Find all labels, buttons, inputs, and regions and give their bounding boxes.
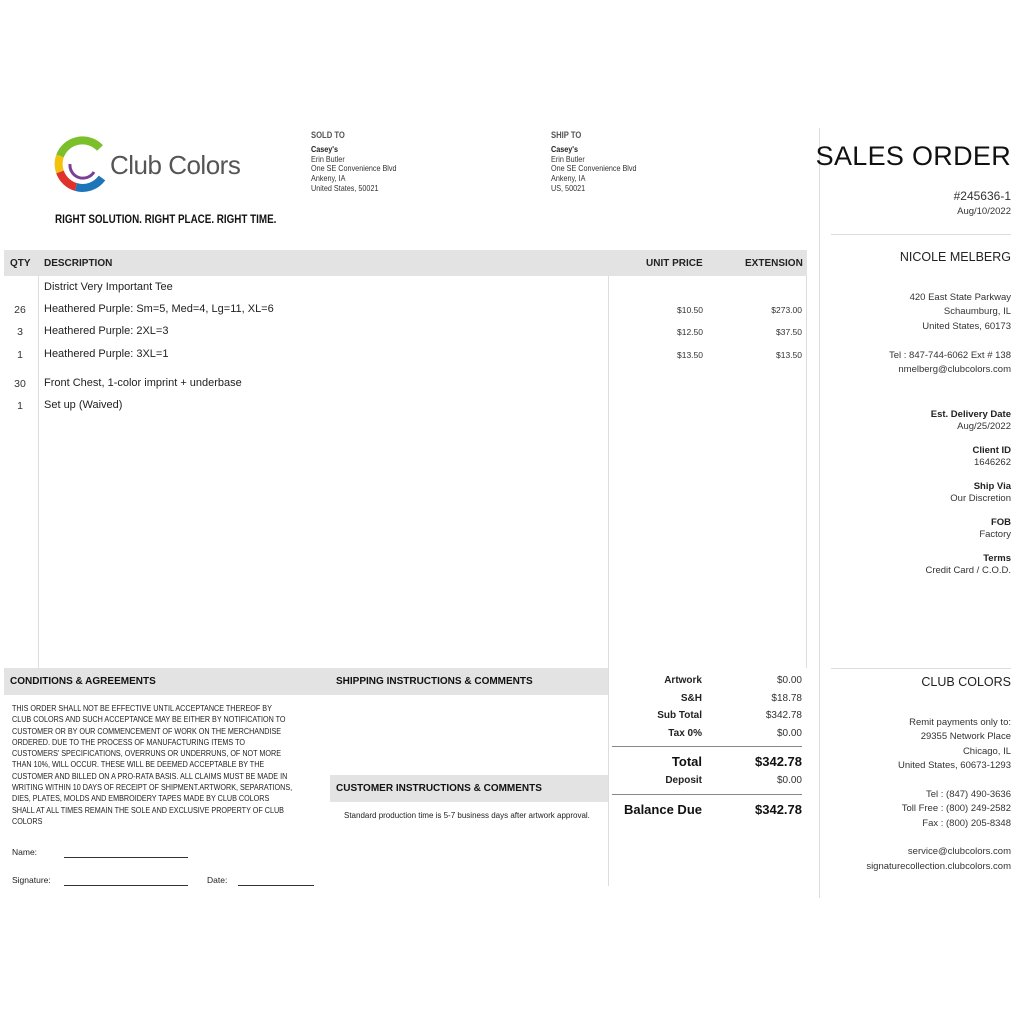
table-row-extension: $273.00 xyxy=(771,305,802,315)
fob-value: Factory xyxy=(979,529,1011,540)
table-row-qty: 3 xyxy=(17,326,23,338)
delivery-date-label: Est. Delivery Date xyxy=(930,409,1011,420)
sold-to-line: One SE Convenience Blvd xyxy=(311,163,397,174)
subtotal-label: Sub Total xyxy=(657,710,702,721)
table-right-border xyxy=(806,276,807,668)
table-row-qty: 30 xyxy=(14,378,26,390)
table-row-qty: 1 xyxy=(17,400,23,412)
subtotal-value: $342.78 xyxy=(765,710,802,721)
table-row-description: Heathered Purple: 2XL=3 xyxy=(44,325,169,337)
date-signature-line[interactable] xyxy=(238,885,314,886)
company-tagline: RIGHT SOLUTION. RIGHT PLACE. RIGHT TIME. xyxy=(55,212,277,226)
table-row-description: Set up (Waived) xyxy=(44,399,123,411)
total-label: Total xyxy=(671,754,702,769)
terms-value: Credit Card / C.O.D. xyxy=(925,565,1011,576)
right-divider-1 xyxy=(831,234,1011,235)
rep-address-line: United States, 60173 xyxy=(922,321,1011,332)
rep-phone: Tel : 847-744-6062 Ext # 138 xyxy=(888,350,1011,361)
table-row-extension: $13.50 xyxy=(776,350,802,360)
signature-label: Signature: xyxy=(12,875,51,885)
sold-to-line: United States, 50021 xyxy=(311,182,379,193)
tax-label: Tax 0% xyxy=(668,728,702,739)
deposit-value: $0.00 xyxy=(776,775,802,786)
page-title: SALES ORDER xyxy=(815,141,1011,171)
artwork-label: Artwork xyxy=(664,675,702,686)
name-label: Name: xyxy=(12,847,38,857)
total-value: $342.78 xyxy=(755,754,802,769)
table-row-description: Heathered Purple: Sm=5, Med=4, Lg=11, XL=6 xyxy=(44,303,274,315)
rep-email[interactable]: nmelberg@clubcolors.com xyxy=(898,364,1011,375)
delivery-date-value: Aug/25/2022 xyxy=(957,421,1011,432)
remit-email[interactable]: service@clubcolors.com xyxy=(907,846,1011,857)
name-signature-line[interactable] xyxy=(64,857,188,858)
ship-to-line: Ankeny, IA xyxy=(551,173,586,184)
company-logo xyxy=(54,136,244,196)
table-row-qty: 26 xyxy=(14,304,26,316)
table-row-unit-price: $13.50 xyxy=(677,350,703,360)
sh-value: $18.78 xyxy=(771,693,802,704)
table-row-description: Front Chest, 1-color imprint + underbase xyxy=(44,377,242,389)
remit-line: Chicago, IL xyxy=(962,746,1011,757)
ship-to-block xyxy=(551,131,637,194)
rep-address-line: Schaumburg, IL xyxy=(943,306,1011,317)
ship-to-title: SHIP TO xyxy=(551,130,582,140)
order-date: Aug/10/2022 xyxy=(957,206,1011,217)
sold-to-block xyxy=(311,131,397,194)
description-header: DESCRIPTION xyxy=(44,258,113,269)
remit-line: 29355 Network Place xyxy=(920,731,1011,742)
extension-header: EXTENSION xyxy=(745,258,803,269)
order-number: #245636-1 xyxy=(953,189,1011,203)
sold-to-line: Ankeny, IA xyxy=(311,173,346,184)
qty-column-divider xyxy=(38,276,39,668)
remit-line: Remit payments only to: xyxy=(909,717,1011,728)
ship-to-line: US, 50021 xyxy=(551,182,586,193)
rep-address-line: 420 East State Parkway xyxy=(909,292,1011,303)
conditions-text: THIS ORDER SHALL NOT BE EFFECTIVE UNTIL ACCEPTANCE THEREOF BY CLUB COLORS AND SUCH ACCEPTANCE MAY BE EITHER BY NOTIFICATION TO CUSTOMER OR BY OUR COMMENCEMENT OF WORK ON THE MERCHANDISE ORDERED. DUE TO THE PROCESS OF MANUFACTURING ITEMS TO CUSTOMERS' SPECIFICATIONS, OVERRUNS OR UNDERRUNS, OF NOT MORE THAN 10%, WILL OCCUR. THESE WILL BE DEEMED ACCEPTABLE BY THE CUSTOMER AND BILLED ON A PRO-RATA BASIS. ALL CLAIMS MUST BE MADE IN WRITING WITHIN 10 DAYS OF RECEIPT OF SHIPMENT.ARTWORK, SEPARATIONS, DIES, PLATES, MOLDS AND EMBROIDERY TAPES MADE BY CLUB COLORS SHALL AT ALL TIMES REMAIN THE SOLE AND EXCLUSIVE PROPERTY OF CLUB COLORS xyxy=(12,704,293,826)
ship-via-value: Our Discretion xyxy=(950,493,1011,504)
balance-due-label: Balance Due xyxy=(623,802,702,817)
club-colors-logo-icon xyxy=(54,136,108,192)
table-row-unit-price: $12.50 xyxy=(677,327,703,337)
items-table-header xyxy=(4,250,807,276)
sold-to-title: SOLD TO xyxy=(311,130,345,140)
sales-rep-name: NICOLE MELBERG xyxy=(899,250,1011,264)
ship-to-line: One SE Convenience Blvd xyxy=(551,163,637,174)
table-row-unit-price: $10.50 xyxy=(677,305,703,315)
table-row-qty: 1 xyxy=(17,349,23,361)
right-column-divider xyxy=(819,128,820,898)
unit-price-header: UNIT PRICE xyxy=(646,258,703,269)
fob-label: FOB xyxy=(990,517,1011,528)
customer-instructions-header: CUSTOMER INSTRUCTIONS & COMMENTS xyxy=(330,775,608,802)
ship-via-label: Ship Via xyxy=(973,481,1011,492)
conditions-header: CONDITIONS & AGREEMENTS xyxy=(4,668,330,695)
table-row-description: District Very Important Tee xyxy=(44,281,173,293)
total-divider xyxy=(612,746,802,747)
price-column-divider xyxy=(608,276,609,886)
deposit-label: Deposit xyxy=(665,775,702,786)
ship-to-line: Erin Butler xyxy=(551,153,585,164)
client-id-label: Client ID xyxy=(972,445,1011,456)
client-id-value: 1646262 xyxy=(974,457,1011,468)
customer-instructions-text: Standard production time is 5-7 business days after artwork approval. xyxy=(344,811,590,820)
remit-line: United States, 60673-1293 xyxy=(897,760,1011,771)
remit-phone: Toll Free : (800) 249-2582 xyxy=(901,803,1011,814)
date-label: Date: xyxy=(207,875,228,885)
remit-company-name: CLUB COLORS xyxy=(921,675,1011,689)
sold-to-line: Erin Butler xyxy=(311,153,345,164)
terms-label: Terms xyxy=(983,553,1011,564)
balance-due-value: $342.78 xyxy=(755,802,802,817)
shipping-instructions-header: SHIPPING INSTRUCTIONS & COMMENTS xyxy=(330,668,608,695)
signature-line[interactable] xyxy=(64,885,188,886)
ship-to-name: Casey's xyxy=(551,143,579,154)
artwork-value: $0.00 xyxy=(776,675,802,686)
sold-to-name: Casey's xyxy=(311,143,339,154)
tax-value: $0.00 xyxy=(776,728,802,739)
sh-label: S&H xyxy=(680,693,702,704)
remit-phone: Tel : (847) 490-3636 xyxy=(925,789,1011,800)
table-row-description: Heathered Purple: 3XL=1 xyxy=(44,348,169,360)
qty-header: QTY xyxy=(10,258,31,269)
remit-phone: Fax : (800) 205-8348 xyxy=(922,818,1011,829)
table-row-extension: $37.50 xyxy=(776,327,802,337)
balance-divider xyxy=(612,794,802,795)
right-divider-2 xyxy=(831,668,1011,669)
company-name: Club Colors xyxy=(110,150,241,180)
remit-website[interactable]: signaturecollection.clubcolors.com xyxy=(866,861,1011,872)
